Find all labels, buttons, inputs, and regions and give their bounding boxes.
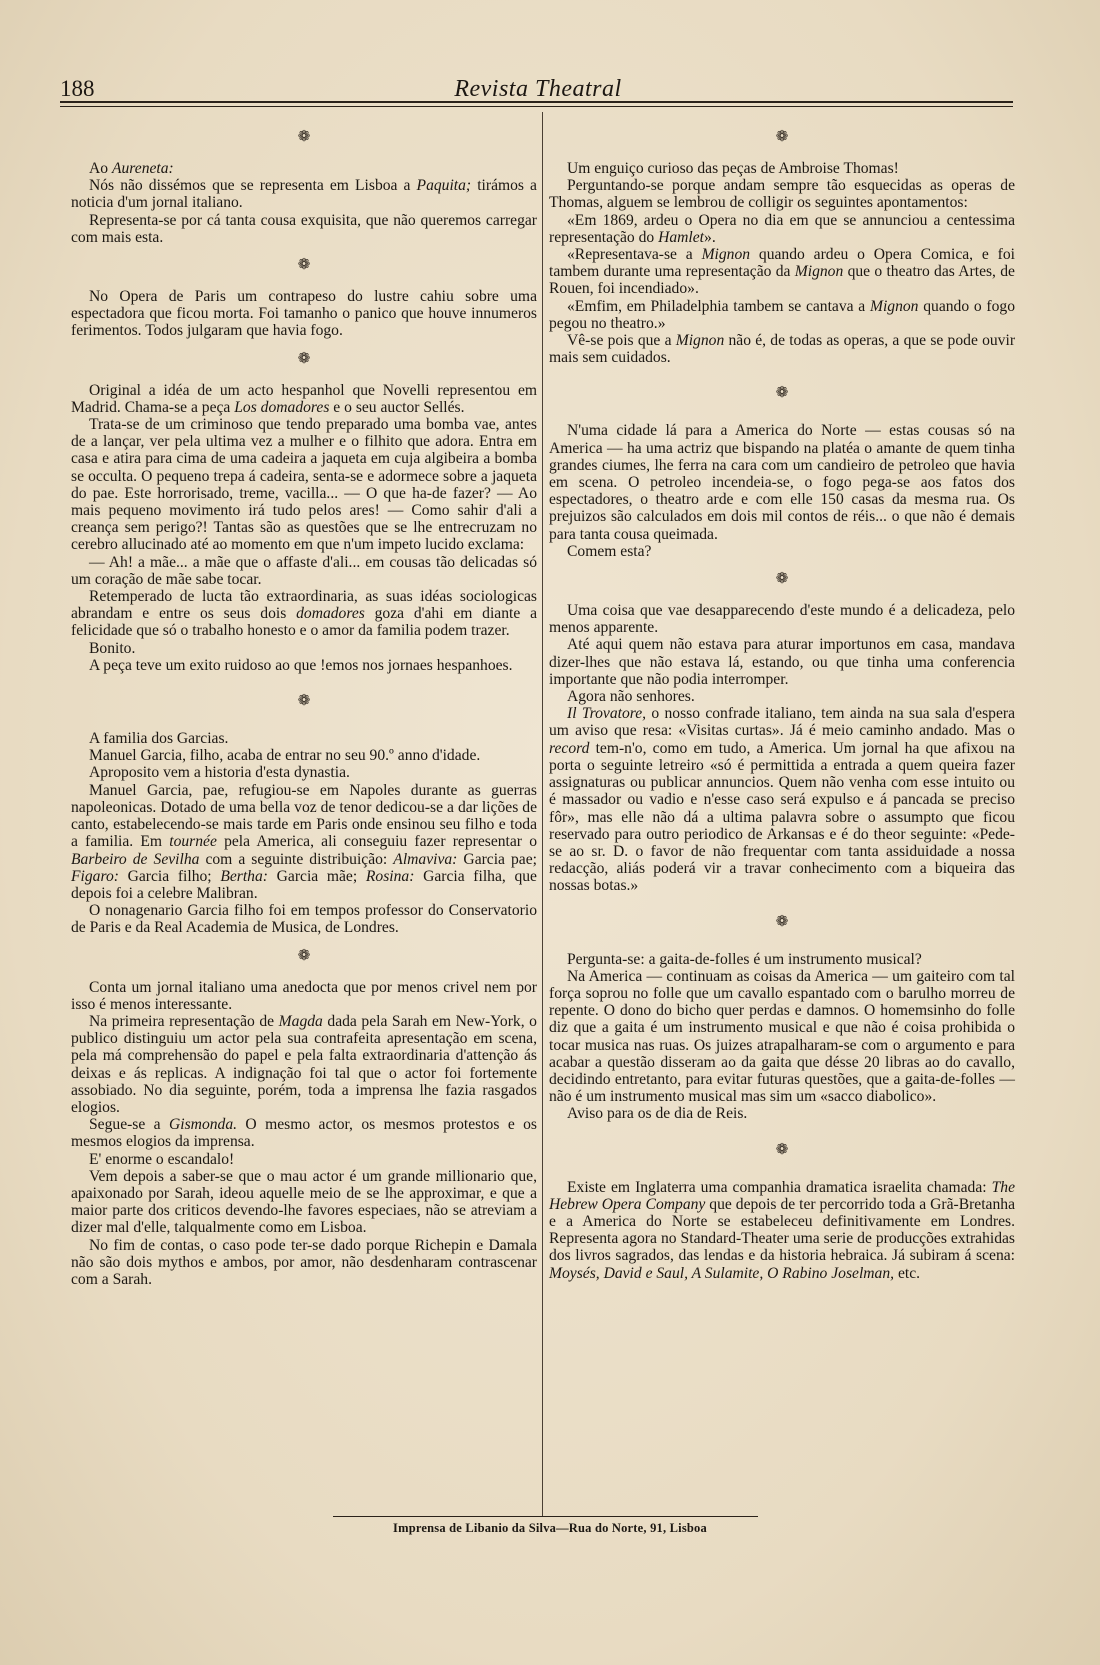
page-number: 188: [60, 76, 95, 101]
paragraph: Bonito.: [89, 639, 136, 657]
left-column: [71, 128, 537, 1288]
section-ornament-icon: ❁: [775, 913, 789, 930]
section-ornament-icon: ❁: [775, 129, 789, 145]
paragraph: Existe em Inglaterra uma companhia dramatica israelita chamada: The Hebrew Opera Company que depois de ter percorrido toda a Grã-Bretanha e a America do Norte se estabeleceu definitivamente em Londres. Representa agora no Standard-Theater uma serie de producções extrahidas dos livros sagrados, das lendas e da historia hebraica. Já subiram á scena: Moysés, David e Saul, A Sulamite, O Rabino Joselman, etc.: [549, 1178, 1015, 1282]
section-ornament-icon: ❁: [297, 693, 311, 710]
paragraph: Até aqui quem não estava para aturar importunos em casa, mandava dizer-lhes que não estava lá, estando, ou que tinha uma conferencia importante que não podia interromper.: [549, 636, 1015, 688]
paragraph: «Representava-se a Mignon quando ardeu o Opera Comica, e foi tambem durante uma representação da Mignon que o theatro das Artes, de Rouen, foi incendiado».: [549, 246, 1015, 298]
paragraph: N'uma cidade lá para a America do Norte — estas cousas só na America — ha uma actriz que bispando na platéa o amante de quem tinha grandes ciumes, lhe ferra na cara com um candieiro de petroleo que havia em scena. O petroleo incendeia-se, o fogo pega-se aos fatos dos espectadores, o theatro arde e com elle 150 casas da mesma rua. Os prejuizos são calculados em dois mil contos de réis... o que não é demais para tanta cousa queimada.: [549, 422, 1015, 543]
paragraph: No Opera de Paris um contrapeso do lustre cahiu sobre uma espectadora que ficou morta. Foi tamanho o panico que houve innumeros ferimentos. Todos julgaram que havia fogo.: [71, 288, 537, 340]
section-ornament-icon: ❁: [775, 571, 789, 588]
paragraph: A familia dos Garcias.: [89, 730, 229, 748]
paragraph: Comem esta?: [567, 542, 652, 560]
right-column: [549, 128, 1015, 1282]
paragraph: Retemperado de lucta tão extraordinaria, as suas idéas sociologicas abrandam e entre os seus dois domadores goza d'ahi em diante a felicidade que só o trabalho honesto e o amor da familia podem trazer.: [71, 588, 537, 640]
paragraph: A peça teve um exito ruidoso ao que !emos nos jornaes hespanhoes.: [89, 656, 513, 674]
paragraph: Il Trovatore, o nosso confrade italiano, tem ainda na sua sala d'espera um aviso que resa: «Visitas curtas». Já é meio caminho andado. Mas o record tem-n'o, como em tudo, a America. Um jornal ha que afixou na porta o seguinte letreiro «só é permittida a entrada a quem queira fazer assignaturas ou publicar annuncios. Quem não venha com esse intuito ou é massador ou vadio e n'esse caso será expulso e á pancada se preciso fôr», mas elle não dá a ultima palavra sobre o assumpto que ficou reservado para outro periodico de Arkansas e é do theor seguinte: «Pede-se ao sr. D. o favor de não frequentar com tanta assiduidade a nossa redacção, aliás poderá vir a travar conhecimento com a biqueira das nossas botas.»: [549, 705, 1015, 895]
paragraph: Representa-se por cá tanta cousa exquisita, que não queremos carregar com mais esta.: [71, 211, 537, 246]
paragraph: Conta um jornal italiano uma anedocta que por menos crivel nem por isso é menos interessante.: [71, 978, 537, 1013]
paragraph: Uma coisa que vae desapparecendo d'este mundo é a delicadeza, pelo menos apparente.: [549, 602, 1015, 637]
paragraph: No fim de contas, o caso pode ter-se dado porque Richepin e Damala não são dois mythos e ambos, por amor, não desdenharam contrascenar com a Sarah.: [71, 1236, 537, 1288]
section-ornament-icon: ❁: [297, 350, 311, 367]
column-separator: [542, 112, 543, 1517]
paragraph: Perguntando-se porque andam sempre tão esquecidas as operas de Thomas, alguem se lembrou de colligir os seguintes apontamentos:: [549, 177, 1015, 212]
paragraph: — Ah! a mãe... a mãe que o affaste d'ali... em cousas tão delicadas só um coração de mãe sabe tocar.: [71, 553, 537, 588]
section-ornament-icon: ❁: [297, 129, 311, 145]
paragraph: «Em 1869, ardeu o Opera no dia em que se annunciou a centessima representação do Hamlet».: [549, 211, 1015, 246]
paragraph: Vê-se pois que a Mignon não é, de todas as operas, a que se pode ouvir mais sem cuidados.: [549, 332, 1016, 367]
footer-rule: [333, 1516, 758, 1517]
paragraph: Manuel Garcia, pae, refugiou-se em Napoles durante as guerras napoleonicas. Dotado de uma bella voz de tenor dedicou-se a dar lições de canto, estabelecendo-se mais tarde em Paris onde ensinou seu filho e toda a familia. Em tournée pela America, ali conseguiu fazer representar o Barbeiro de Sevilha com a seguinte distribuição: Almaviva: Garcia pae; Figaro: Garcia filho; Bertha: Garcia mãe; Rosina: Garcia filha, que depois foi a celebre Malibran.: [71, 781, 537, 902]
paragraph: Pergunta-se: a gaita-de-folles é um instrumento musical?: [567, 950, 922, 968]
paragraph: Aviso para os de dia de Reis.: [567, 1105, 748, 1123]
section-ornament-icon: ❁: [297, 947, 311, 964]
header-rule: [60, 101, 1013, 103]
paragraph: «Emfim, em Philadelphia tambem se cantava a Mignon quando o fogo pegou no theatro.»: [549, 297, 1015, 332]
paragraph: Um enguiço curioso das peças de Ambroise Thomas!: [567, 160, 899, 177]
paragraph: Aproposito vem a historia d'esta dynastia.: [89, 764, 350, 782]
section-ornament-icon: ❁: [297, 257, 311, 274]
paragraph: Trata-se de um criminoso que tendo preparado uma bomba vae, antes de a lançar, ver pela ultima vez a mulher e o filhito que adora. Entra em casa e atira para cima de uma cadeira a jaqueta em cuja algibeira a bomba se occulta. O pequeno trepa á cadeira, senta-se e adormece sobre a jaqueta do pae. Este horrorisado, treme, vacilla... — O que ha-de fazer? — Ao mais pequeno movimento irá tudo pelos ares! — Como sahir d'ali a creança sem perigo?! Tantas são as questões que se lhe entrecruzam no cerebro allucinado até ao momento em que n'um impeto lucido exclama:: [71, 416, 537, 554]
section-ornament-icon: ❁: [775, 385, 789, 402]
paragraph: Ao Aureneta:: [89, 160, 174, 177]
paragraph: Manuel Garcia, filho, acaba de entrar no seu 90.º anno d'idade.: [89, 747, 481, 765]
paragraph: Na America — continuam as coisas da America — um gaiteiro com tal força soprou no folle que um cavallo espantado com o barulho morreu de repente. O dono do bicho quer perdas e damnos. O homemsinho do folle diz que a gaita é um instrumento musical e que não é coisa prohibida o tocar musica nas ruas. Os juizes atrapalharam-se com o argumento e para acabar a questão disseram ao da gaita que désse 20 libras ao do cavallo, decidindo entretanto, para evitar futuras questões, que a gaita-de-folles — não é um instrumento musical mas sim um «sacco diabolico».: [549, 967, 1015, 1106]
section-ornament-icon: ❁: [775, 1141, 789, 1158]
paragraph: Na primeira representação de Magda dada pela Sarah em New-York, o publico distinguiu um actor pela sua contrafeita apresentação em scena, pela má comprehensão do papel e pela falta extraordinaria d'attenção ás deixas e ás replicas. A indignação foi tal que o actor foi fortemente assobiado. No dia seguinte, porém, toda a imprensa lhe fazia rasgados elogios.: [71, 1012, 537, 1116]
printer-imprint: Imprensa de Libanio da Silva—Rua do Norte, 91, Lisboa: [393, 1521, 707, 1535]
paragraph: Nós não dissémos que se representa em Lisboa a Paquita; tirámos a noticia d'um jornal italiano.: [71, 177, 537, 212]
paragraph: Segue-se a Gismonda. O mesmo actor, os mesmos protestos e os mesmos elogios da imprensa.: [71, 1116, 537, 1151]
paragraph: Vem depois a saber-se que o mau actor é um grande millionario que, apaixonado por Sarah, ideou aquelle meio de se lhe approximar, e que a maior parte dos criticos devendo-lhe favores especiaes, não se atreviam a dizer mal d'elle, talqualmente como em Lisboa.: [71, 1167, 537, 1237]
paragraph: E' enorme o escandalo!: [89, 1150, 235, 1168]
paragraph: Original a idéa de um acto hespanhol que Novelli representou em Madrid. Chama-se a peça Los domadores e o seu auctor Sellés.: [71, 381, 537, 416]
paragraph: O nonagenario Garcia filho foi em tempos professor do Conservatorio de Paris e da Real Academia de Musica, de Londres.: [71, 902, 537, 937]
paragraph: Agora não senhores.: [567, 688, 695, 706]
header-rule-thin: [60, 106, 1013, 107]
running-title: Revista Theatral: [454, 76, 622, 102]
